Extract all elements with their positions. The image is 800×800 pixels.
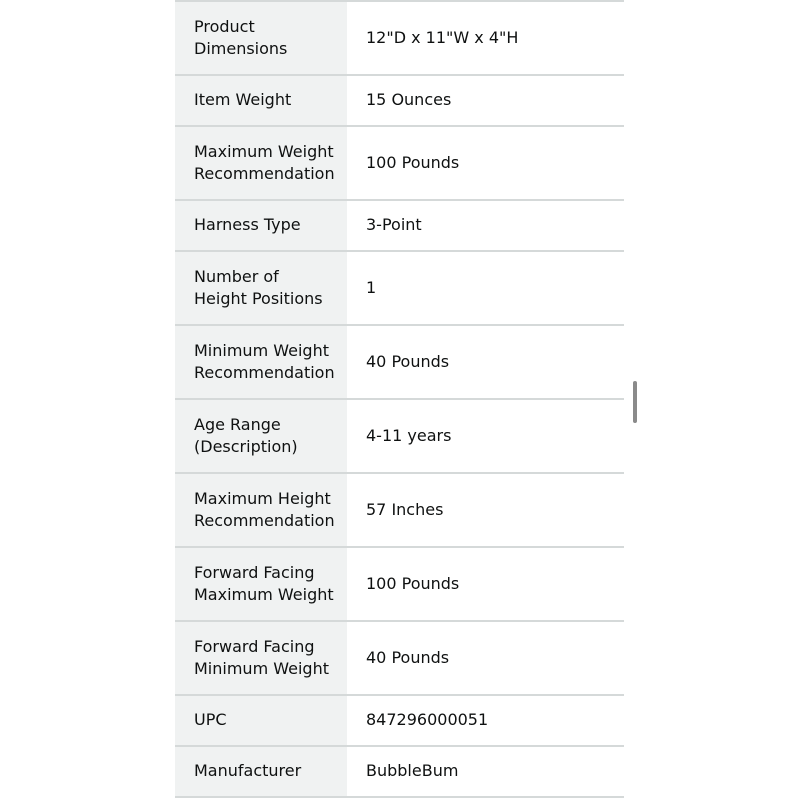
spec-row-maximum-weight-recommendation xyxy=(175,126,624,200)
spec-value: 4-11 years xyxy=(347,399,624,473)
spec-label: Forward Facing Minimum Weight xyxy=(175,621,347,695)
spec-label: Maximum Weight Recommendation xyxy=(175,126,347,200)
spec-label: Minimum Weight Recommendation xyxy=(175,325,347,399)
spec-value: 3-Point xyxy=(347,200,624,251)
spec-row-number-of-height-positions xyxy=(175,251,624,325)
spec-row-maximum-height-recommendation xyxy=(175,473,624,547)
spec-value: 1 xyxy=(347,251,624,325)
spec-value: 15 Ounces xyxy=(347,75,624,126)
spec-value: 40 Pounds xyxy=(347,621,624,695)
spec-table-body xyxy=(175,1,624,797)
spec-value: 847296000051 xyxy=(347,695,624,746)
spec-label: UPC xyxy=(175,695,347,746)
scrollbar-thumb[interactable] xyxy=(633,381,637,423)
spec-label: Number of Height Positions xyxy=(175,251,347,325)
spec-value: 100 Pounds xyxy=(347,126,624,200)
spec-label: Maximum Height Recommendation xyxy=(175,473,347,547)
spec-row-forward-facing-maximum-weight xyxy=(175,547,624,621)
spec-label: Product Dimensions xyxy=(175,1,347,75)
spec-row-forward-facing-minimum-weight xyxy=(175,621,624,695)
spec-row-product-dimensions xyxy=(175,1,624,75)
spec-row-item-weight xyxy=(175,75,624,126)
spec-value: 57 Inches xyxy=(347,473,624,547)
spec-label: Item Weight xyxy=(175,75,347,126)
spec-row-harness-type xyxy=(175,200,624,251)
spec-label: Forward Facing Maximum Weight xyxy=(175,547,347,621)
spec-value: 12"D x 11"W x 4"H xyxy=(347,1,624,75)
product-specifications-table xyxy=(175,0,624,798)
spec-label: Age Range (Description) xyxy=(175,399,347,473)
spec-row-manufacturer xyxy=(175,746,624,797)
spec-label: Manufacturer xyxy=(175,746,347,797)
spec-value: BubbleBum xyxy=(347,746,624,797)
spec-value: 100 Pounds xyxy=(347,547,624,621)
spec-row-upc xyxy=(175,695,624,746)
spec-value: 40 Pounds xyxy=(347,325,624,399)
spec-row-minimum-weight-recommendation xyxy=(175,325,624,399)
spec-label: Harness Type xyxy=(175,200,347,251)
spec-row-age-range xyxy=(175,399,624,473)
